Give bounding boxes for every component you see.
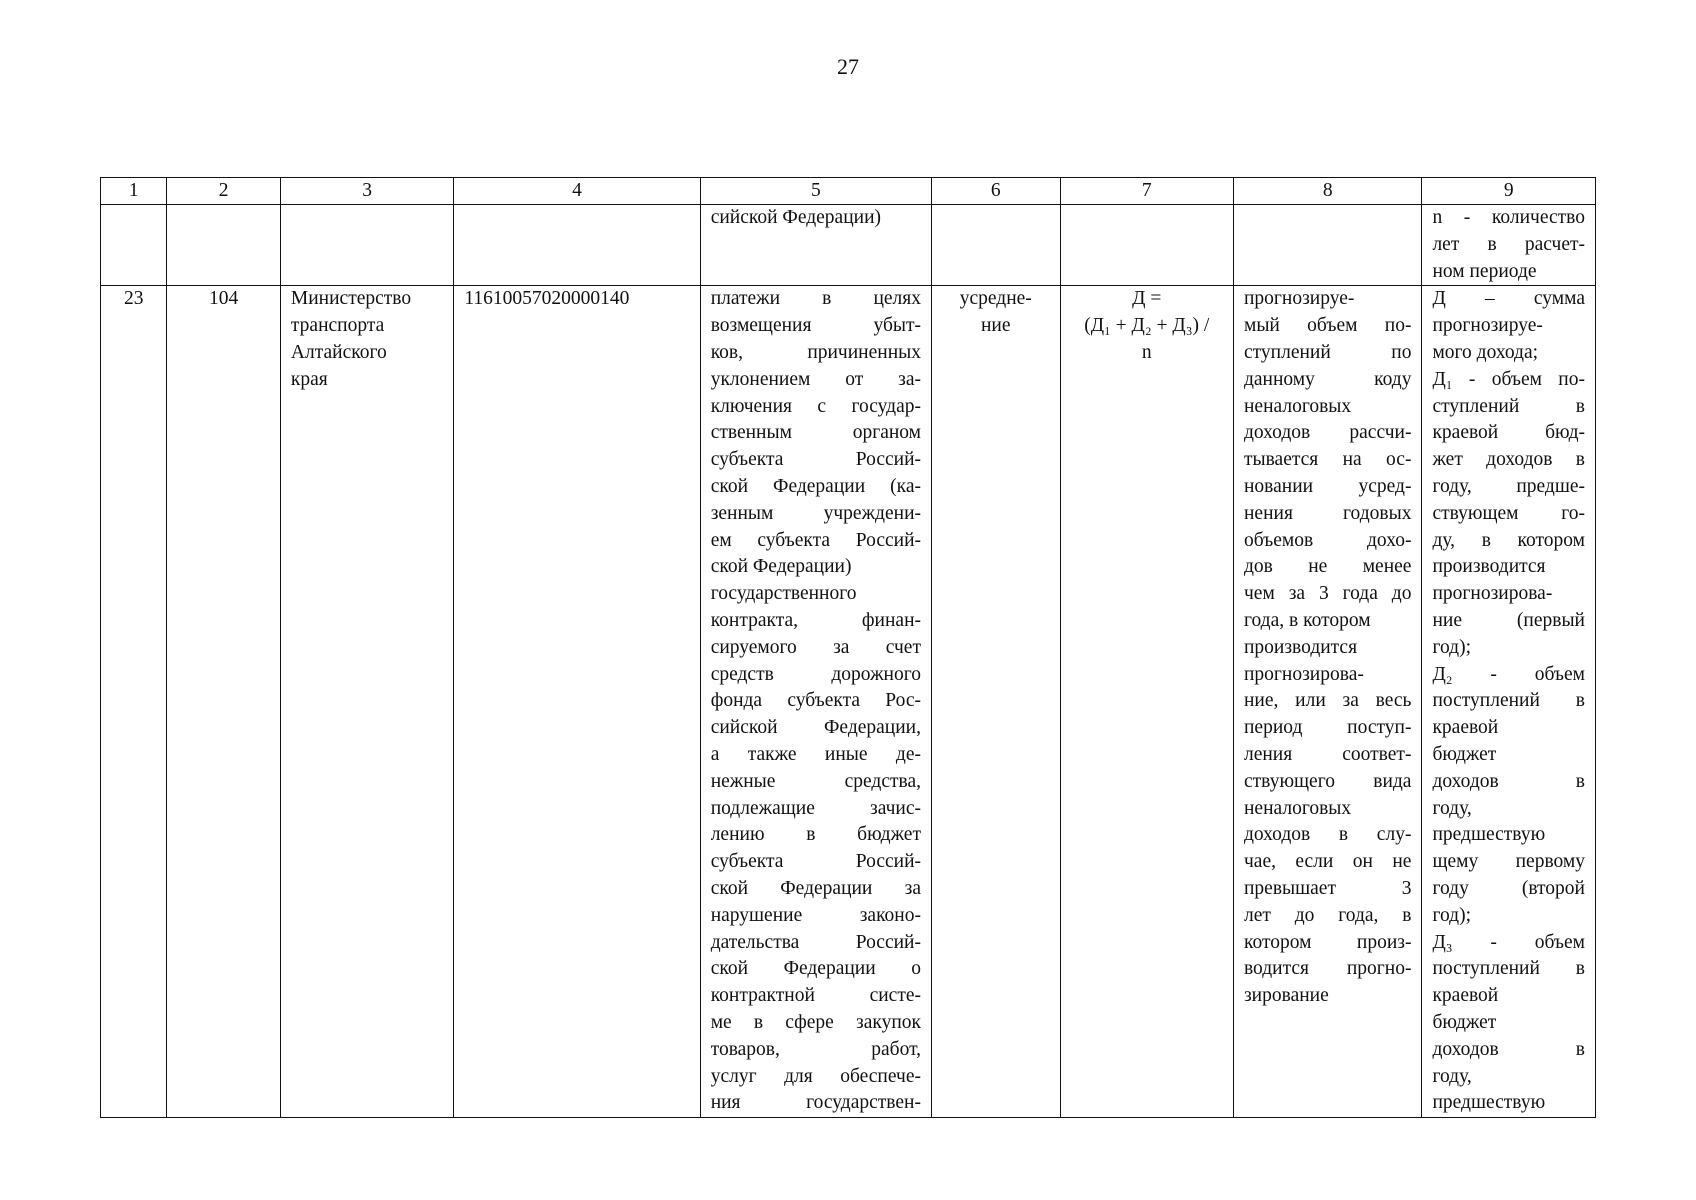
text-line: поступлений в <box>1432 690 1585 712</box>
text-line: год); <box>1432 904 1471 926</box>
text-line: ме в сфере закупок <box>710 1011 921 1033</box>
calculation-algorithm <box>1233 286 1421 1118</box>
text-line: ков, причиненных <box>710 341 921 363</box>
text-line: бюджет <box>1432 1011 1497 1033</box>
text-line: ступлений в <box>1432 395 1585 417</box>
text-line: краевой бюд- <box>1432 422 1585 444</box>
text-line: ствующего вида <box>1243 770 1412 792</box>
text-line: субъекта Россий- <box>710 851 921 873</box>
text-line: ключения с государ- <box>710 395 921 417</box>
text-line: нежные средства, <box>710 770 921 792</box>
text-line: лению в бюджет <box>710 824 921 846</box>
text-line: средств дорожного <box>710 663 921 685</box>
text-line: контракта, финан- <box>710 609 921 631</box>
text-line: прогнозируе- <box>1243 288 1355 310</box>
text-line: котором произ- <box>1243 931 1412 953</box>
text-line: ской Федерации (ка- <box>710 475 921 497</box>
text-line: доходов рассчи- <box>1243 422 1412 444</box>
revenue-forecast-table <box>100 177 1596 1118</box>
text-line: дательства Россий- <box>710 931 921 953</box>
text-line: субъекта Россий- <box>710 449 921 471</box>
text-line: услуг для обеспече- <box>710 1065 921 1087</box>
text-line: сийской Федерации, <box>710 717 921 739</box>
text-line: платежи в целях <box>710 288 921 310</box>
text-line: Д – сумма <box>1432 288 1585 310</box>
text-line: году, <box>1432 797 1472 819</box>
text-line: Д₃ - объем <box>1432 931 1585 953</box>
text-line: фонда субъекта Рос- <box>710 690 921 712</box>
text-line: ственным органом <box>710 422 921 444</box>
text-line: ние, или за весь <box>1243 690 1412 712</box>
header-col-1: 1 <box>101 178 167 205</box>
text-line: неналоговых <box>1243 395 1352 417</box>
header-col-6: 6 <box>932 178 1061 205</box>
continuation-row <box>101 205 1596 286</box>
text-line: год); <box>1432 636 1471 658</box>
text-line: прогнозирова- <box>1432 583 1553 605</box>
text-line: прогнозируе- <box>1432 315 1543 337</box>
table-row <box>101 286 1596 1118</box>
text-line: а также иные де- <box>710 743 921 765</box>
text-line: объемов дохо- <box>1243 529 1412 551</box>
text-line: доходов в <box>1432 770 1585 792</box>
text-line: ния государствен- <box>710 1092 921 1114</box>
text-line: контрактной систе- <box>710 985 921 1007</box>
administrator-name: Министерство транспорта Алтайского края <box>280 286 453 1118</box>
text-line: лет до года, в <box>1243 904 1412 926</box>
text-line: превышает 3 <box>1243 877 1412 899</box>
text-line: неналоговых <box>1243 797 1352 819</box>
header-col-2: 2 <box>167 178 281 205</box>
text-line: краевой <box>1432 717 1499 739</box>
text-line: государственного <box>710 583 857 605</box>
row-number: 23 <box>101 286 167 1118</box>
continued-name-cell: сийской Федерации) <box>700 205 931 286</box>
text-line: мый объем по- <box>1243 315 1412 337</box>
text-line: ской Федерации за <box>710 877 921 899</box>
text-line: подлежащие зачис- <box>710 797 921 819</box>
text-line: возмещения убыт- <box>710 315 921 337</box>
text-line: Д₁ - объем по- <box>1432 368 1585 390</box>
text-line: ступлений по <box>1243 341 1412 363</box>
text-line: зенным учреждени- <box>710 502 921 524</box>
forecast-method: усредне- ние <box>932 286 1061 1118</box>
text-line: предшествую <box>1432 1092 1546 1114</box>
forecast-formula: Д = (Д₁ + Д₂ + Д₃) / n <box>1060 286 1233 1118</box>
header-col-5: 5 <box>700 178 931 205</box>
text-line: ления соответ- <box>1243 743 1412 765</box>
text-line: мого дохода; <box>1432 341 1539 363</box>
text-line: году, предше- <box>1432 475 1585 497</box>
text-line: новании усред- <box>1243 475 1412 497</box>
text-line: Д₂ - объем <box>1432 663 1585 685</box>
text-line: ской Федерации) <box>710 556 852 578</box>
text-line: чае, если он не <box>1243 851 1412 873</box>
text-line: уклонением от за- <box>710 368 921 390</box>
text-line: сируемого за счет <box>710 636 921 658</box>
header-col-3: 3 <box>280 178 453 205</box>
text-line: нарушение законо- <box>710 904 921 926</box>
header-col-4: 4 <box>454 178 700 205</box>
text-line: ской Федерации о <box>710 958 921 980</box>
column-number-header <box>101 178 1596 205</box>
budget-classification-code: 11610057020000140 <box>454 286 700 1118</box>
text-line: доходов в <box>1432 1038 1585 1060</box>
indicator-description <box>1422 286 1596 1118</box>
text-line: предшествую <box>1432 824 1546 846</box>
text-line: зирование <box>1243 985 1329 1007</box>
text-line: товаров, работ, <box>710 1038 921 1060</box>
text-line: период поступ- <box>1243 717 1412 739</box>
text-line: ние (первый <box>1432 609 1585 631</box>
text-line: чем за 3 года до <box>1243 583 1412 605</box>
text-line: доходов в слу- <box>1243 824 1412 846</box>
header-col-8: 8 <box>1233 178 1421 205</box>
text-line: года, в котором <box>1243 609 1371 631</box>
continued-description-cell: n - количество лет в расчет- ном периоде <box>1422 205 1596 286</box>
text-line: бюджет <box>1432 743 1497 765</box>
text-line: ду, в котором <box>1432 529 1585 551</box>
text-line: производится <box>1432 556 1546 578</box>
text-line: ем субъекта Россий- <box>710 529 921 551</box>
text-line: году, <box>1432 1065 1472 1087</box>
text-line: ствующем го- <box>1432 502 1585 524</box>
text-line: жет доходов в <box>1432 449 1585 471</box>
header-col-9: 9 <box>1422 178 1596 205</box>
admin-code: 104 <box>167 286 281 1118</box>
text-line: водится прогно- <box>1243 958 1412 980</box>
text-line: производится <box>1243 636 1358 658</box>
page-number: 27 <box>837 54 859 79</box>
text-line: прогнозирова- <box>1243 663 1364 685</box>
text-line: году (второй <box>1432 877 1585 899</box>
text-line: дов не менее <box>1243 556 1412 578</box>
header-col-7: 7 <box>1060 178 1233 205</box>
text-line: поступлений в <box>1432 958 1585 980</box>
text-line: краевой <box>1432 985 1499 1007</box>
text-line: нения годовых <box>1243 502 1412 524</box>
text-line: щему первому <box>1432 851 1585 873</box>
text-line: данному коду <box>1243 368 1412 390</box>
revenue-name <box>700 286 931 1118</box>
text-line: тывается на ос- <box>1243 449 1412 471</box>
